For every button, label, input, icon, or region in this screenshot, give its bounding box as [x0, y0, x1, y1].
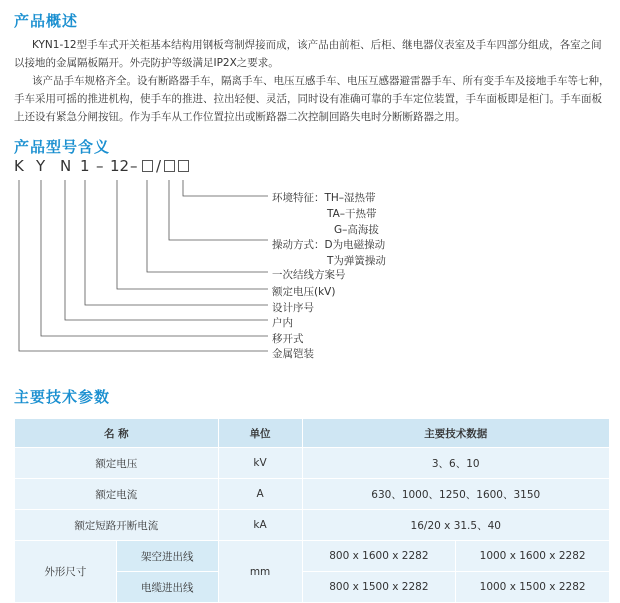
overview-heading: 产品概述	[14, 12, 79, 30]
label-environment-g: G–高海拔	[334, 224, 379, 236]
label-operation-t: T为弹簧操动	[327, 255, 386, 267]
model-char-y: Y	[36, 157, 46, 175]
table-row	[15, 510, 610, 541]
dims-overhead-b: 1000 x 1600 x 2282	[456, 541, 610, 572]
label-voltage: 额定电压(kV)	[272, 286, 336, 298]
dims-unit: mm	[218, 541, 302, 603]
model-char-dash-1: –	[96, 157, 104, 175]
dims-name: 外形尺寸	[15, 541, 117, 603]
table-row	[15, 448, 610, 479]
row-data: 630、1000、1250、1600、3150	[302, 479, 610, 510]
label-environment-ta: TA–干热带	[327, 208, 377, 220]
specs-table	[14, 418, 610, 603]
dims-overhead-a: 800 x 1600 x 2282	[302, 541, 456, 572]
row-unit: A	[218, 479, 302, 510]
model-char-dash-2: –	[130, 157, 138, 175]
dims-cable-label: 电缆进出线	[116, 572, 218, 603]
row-unit: kA	[218, 510, 302, 541]
header-unit: 单位	[218, 419, 302, 448]
model-char-slash: /	[156, 157, 162, 175]
dims-cable-a: 800 x 1500 x 2282	[302, 572, 456, 603]
label-operation: 操动方式：D为电磁操动	[272, 239, 386, 251]
dims-overhead-label: 架空进出线	[116, 541, 218, 572]
specs-heading: 主要技术参数	[14, 388, 111, 406]
row-data: 3、6、10	[302, 448, 610, 479]
header-data: 主要技术数据	[302, 419, 610, 448]
overview-paragraph-1: KYN1-12型手车式开关柜基本结构用钢板弯制焊接而成，该产品由前柜、后柜、继电器仪表室及手车四部分组成，各室之间以接地的金属隔板隔开。外壳防护等级满足IP2X之要求。	[14, 39, 602, 69]
model-char-n: N	[60, 157, 72, 175]
label-environment: 环境特征：TH–湿热带	[272, 192, 376, 204]
label-indoor: 户内	[272, 317, 293, 329]
model-char-12: 12	[110, 157, 130, 175]
overview-paragraph-2: 该产品手车规格齐全。设有断路器手车，隔离手车、电压互感手车、电压互感器避雷器手车、所有变手车及接地手车等七种，手车采用可摇的推进机构，使手车的推进、拉出轻便、灵活，同时设有准确可靠的手车定位装置，手车面板即是柜门。手车面板上还设有紧急分闸按钮。作为手车从工作位置拉出或断路器二次控制回路失电时分断断路器之用。	[14, 75, 610, 123]
row-data: 16/20 x 31.5、40	[302, 510, 610, 541]
model-heading: 产品型号含义	[14, 138, 111, 156]
table-row	[15, 479, 610, 510]
row-name: 额定电流	[15, 479, 219, 510]
label-metal-clad: 金属铠装	[272, 348, 314, 360]
header-name: 名 称	[15, 419, 219, 448]
label-scheme: 一次结线方案号	[272, 269, 346, 281]
dims-cable-b: 1000 x 1500 x 2282	[456, 572, 610, 603]
table-row	[15, 541, 610, 572]
label-design: 设计序号	[272, 302, 314, 314]
row-unit: kV	[218, 448, 302, 479]
specs-header-row	[15, 419, 610, 448]
row-name: 额定短路开断电流	[15, 510, 219, 541]
model-char-1: 1	[80, 157, 90, 175]
model-char-k: K	[14, 157, 24, 175]
row-name: 额定电压	[15, 448, 219, 479]
label-movable: 移开式	[272, 333, 304, 345]
